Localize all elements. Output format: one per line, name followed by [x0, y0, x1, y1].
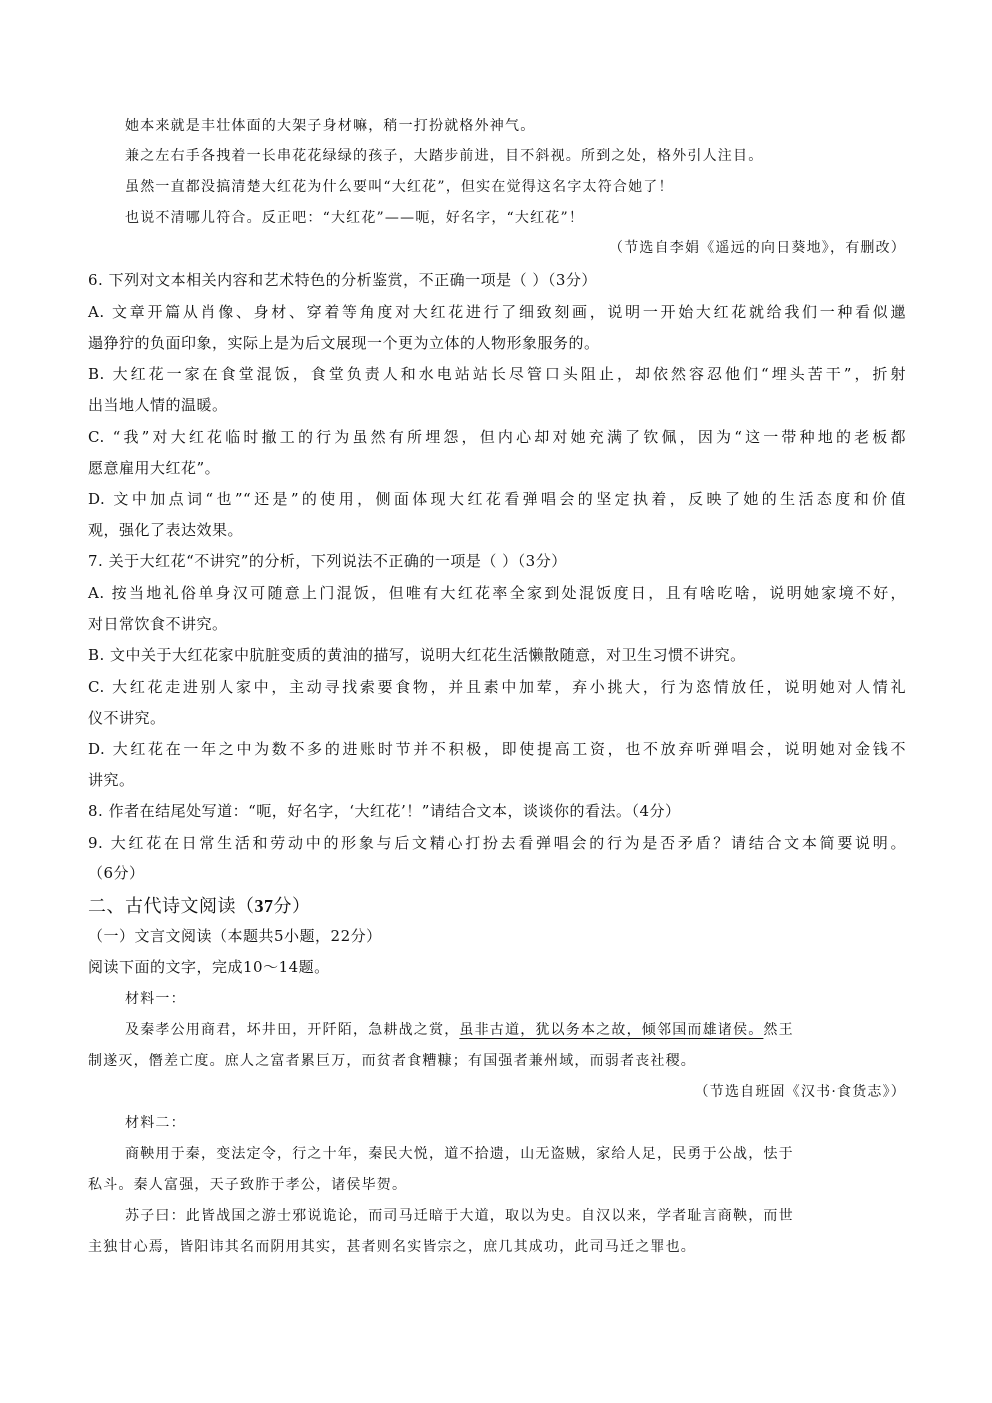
question-6-option-a: A. 文章开篇从肖像、身材、穿着等角度对大红花进行了细致刻画，说明一开始大红花就给我们一种看似邋 [88, 303, 906, 321]
underlined-sentence: 虽非古道，犹以务本之故，倾邻国而雄诸侯。 [459, 1022, 764, 1038]
material-2-line: 私斗。秦人富强，天子致胙于孝公，诸侯毕贺。 [88, 1177, 408, 1193]
material-1-line: 及秦孝公用商君，坏井田，开阡陌，急耕战之赏，虽非古道，犹以务本之故，倾邻国而雄诸侯。然王 [125, 1022, 794, 1038]
question-6-stem: 6. 下列对文本相关内容和艺术特色的分析鉴赏，不正确一项是（ ）（3分） [88, 271, 597, 289]
section-2-title: 二、古代诗文阅读（37分） [88, 896, 311, 917]
section-2-instruction: 阅读下面的文字，完成10～14题。 [88, 958, 330, 976]
section-2-subtitle: （一）文言文阅读（本题共5小题，22分） [88, 927, 382, 945]
material-2-label: 材料二： [125, 1115, 186, 1131]
question-9: 9. 大红花在日常生活和劳动中的形象与后文精心打扮去看弹唱会的行为是否矛盾？请结合文本简要说明。 [88, 834, 906, 852]
question-6-option-c-cont: 愿意雇用大红花”。 [88, 459, 221, 477]
question-7-option-b: B. 文中关于大红花家中肮脏变质的黄油的描写，说明大红花生活懒散随意，对卫生习惯不讲究。 [88, 646, 746, 664]
question-8: 8. 作者在结尾处写道：“呃，好名字，‘大红花’！”请结合文本，谈谈你的看法。（4分） [88, 802, 681, 820]
story-line: 兼之左右手各拽着一长串花花绿绿的孩子，大踏步前进，目不斜视。所到之处，格外引人注目。 [125, 148, 764, 164]
question-6-option-d: D. 文中加点词“也”“还是”的使用，侧面体现大红花看弹唱会的坚定执着，反映了她的生活态度和价值 [88, 490, 906, 508]
question-6-option-d-cont: 观，强化了表达效果。 [88, 521, 244, 539]
material-2-line: 苏子曰：此皆战国之游士邪说诡论，而司马迁暗于大道，取以为史。自汉以来，学者耻言商鞅，而世 [125, 1208, 794, 1224]
question-7-option-a: A. 按当地礼俗单身汉可随意上门混饭，但唯有大红花率全家到处混饭度日，且有啥吃啥，说明她家境不好， [88, 584, 906, 602]
question-7-option-c: C. 大红花走进别人家中，主动寻找索要食物，并且素中加荤，弃小挑大，行为恣情放任，说明她对人情礼 [88, 678, 906, 696]
story-line: 她本来就是丰壮体面的大架子身材嘛，稍一打扮就格外神气。 [125, 118, 536, 134]
question-7-stem: 7. 关于大红花“不讲究”的分析，下列说法不正确的一项是（ ）（3分） [88, 552, 567, 570]
question-6-option-b: B. 大红花一家在食堂混饭，食堂负责人和水电站站长尽管口头阻止，却依然容忍他们“埋头苦干”，折射 [88, 365, 906, 383]
material-2-line: 商鞅用于秦，变法定令，行之十年，秦民大悦，道不拾遗，山无盗贼，家给人足，民勇于公战，怯于 [125, 1146, 794, 1162]
material-1-source: （节选自班固《汉书·食货志》） [694, 1084, 906, 1100]
question-6-option-b-cont: 出当地人情的温暖。 [88, 396, 228, 414]
story-line: 也说不清哪儿符合。反正吧：“大红花”——呃，好名字，“大红花”！ [125, 210, 585, 226]
question-6-option-a-cont: 遢狰狞的负面印象，实际上是为后文展现一个更为立体的人物形象服务的。 [88, 334, 600, 352]
material-1-line: 制遂灭，僭差亡度。庶人之富者累巨万，而贫者食糟糠；有国强者兼州域，而弱者丧社稷。 [88, 1053, 696, 1069]
story-line: 虽然一直都没搞清楚大红花为什么要叫“大红花”，但实在觉得这名字太符合她了！ [125, 179, 674, 195]
material-1-label: 材料一： [125, 991, 186, 1007]
story-source: （节选自李娟《遥远的向日葵地》，有删改） [609, 240, 906, 256]
question-7-option-a-cont: 对日常饮食不讲究。 [88, 615, 228, 633]
question-7-option-c-cont: 仪不讲究。 [88, 709, 166, 727]
question-6-option-c: C. “我”对大红花临时撤工的行为虽然有所埋怨，但内心却对她充满了钦佩，因为“这一带种地的老板都 [88, 428, 906, 446]
question-9-score: （6分） [88, 864, 145, 882]
question-7-option-d-cont: 讲究。 [88, 771, 135, 789]
question-7-option-d: D. 大红花在一年之中为数不多的进账时节并不积极，即使提高工资，也不放弃听弹唱会，说明她对金钱不 [88, 740, 906, 758]
material-2-line: 主独甘心焉，皆阳讳其名而阴用其实，甚者则名实皆宗之，庶几其成功，此司马迁之罪也。 [88, 1239, 696, 1255]
